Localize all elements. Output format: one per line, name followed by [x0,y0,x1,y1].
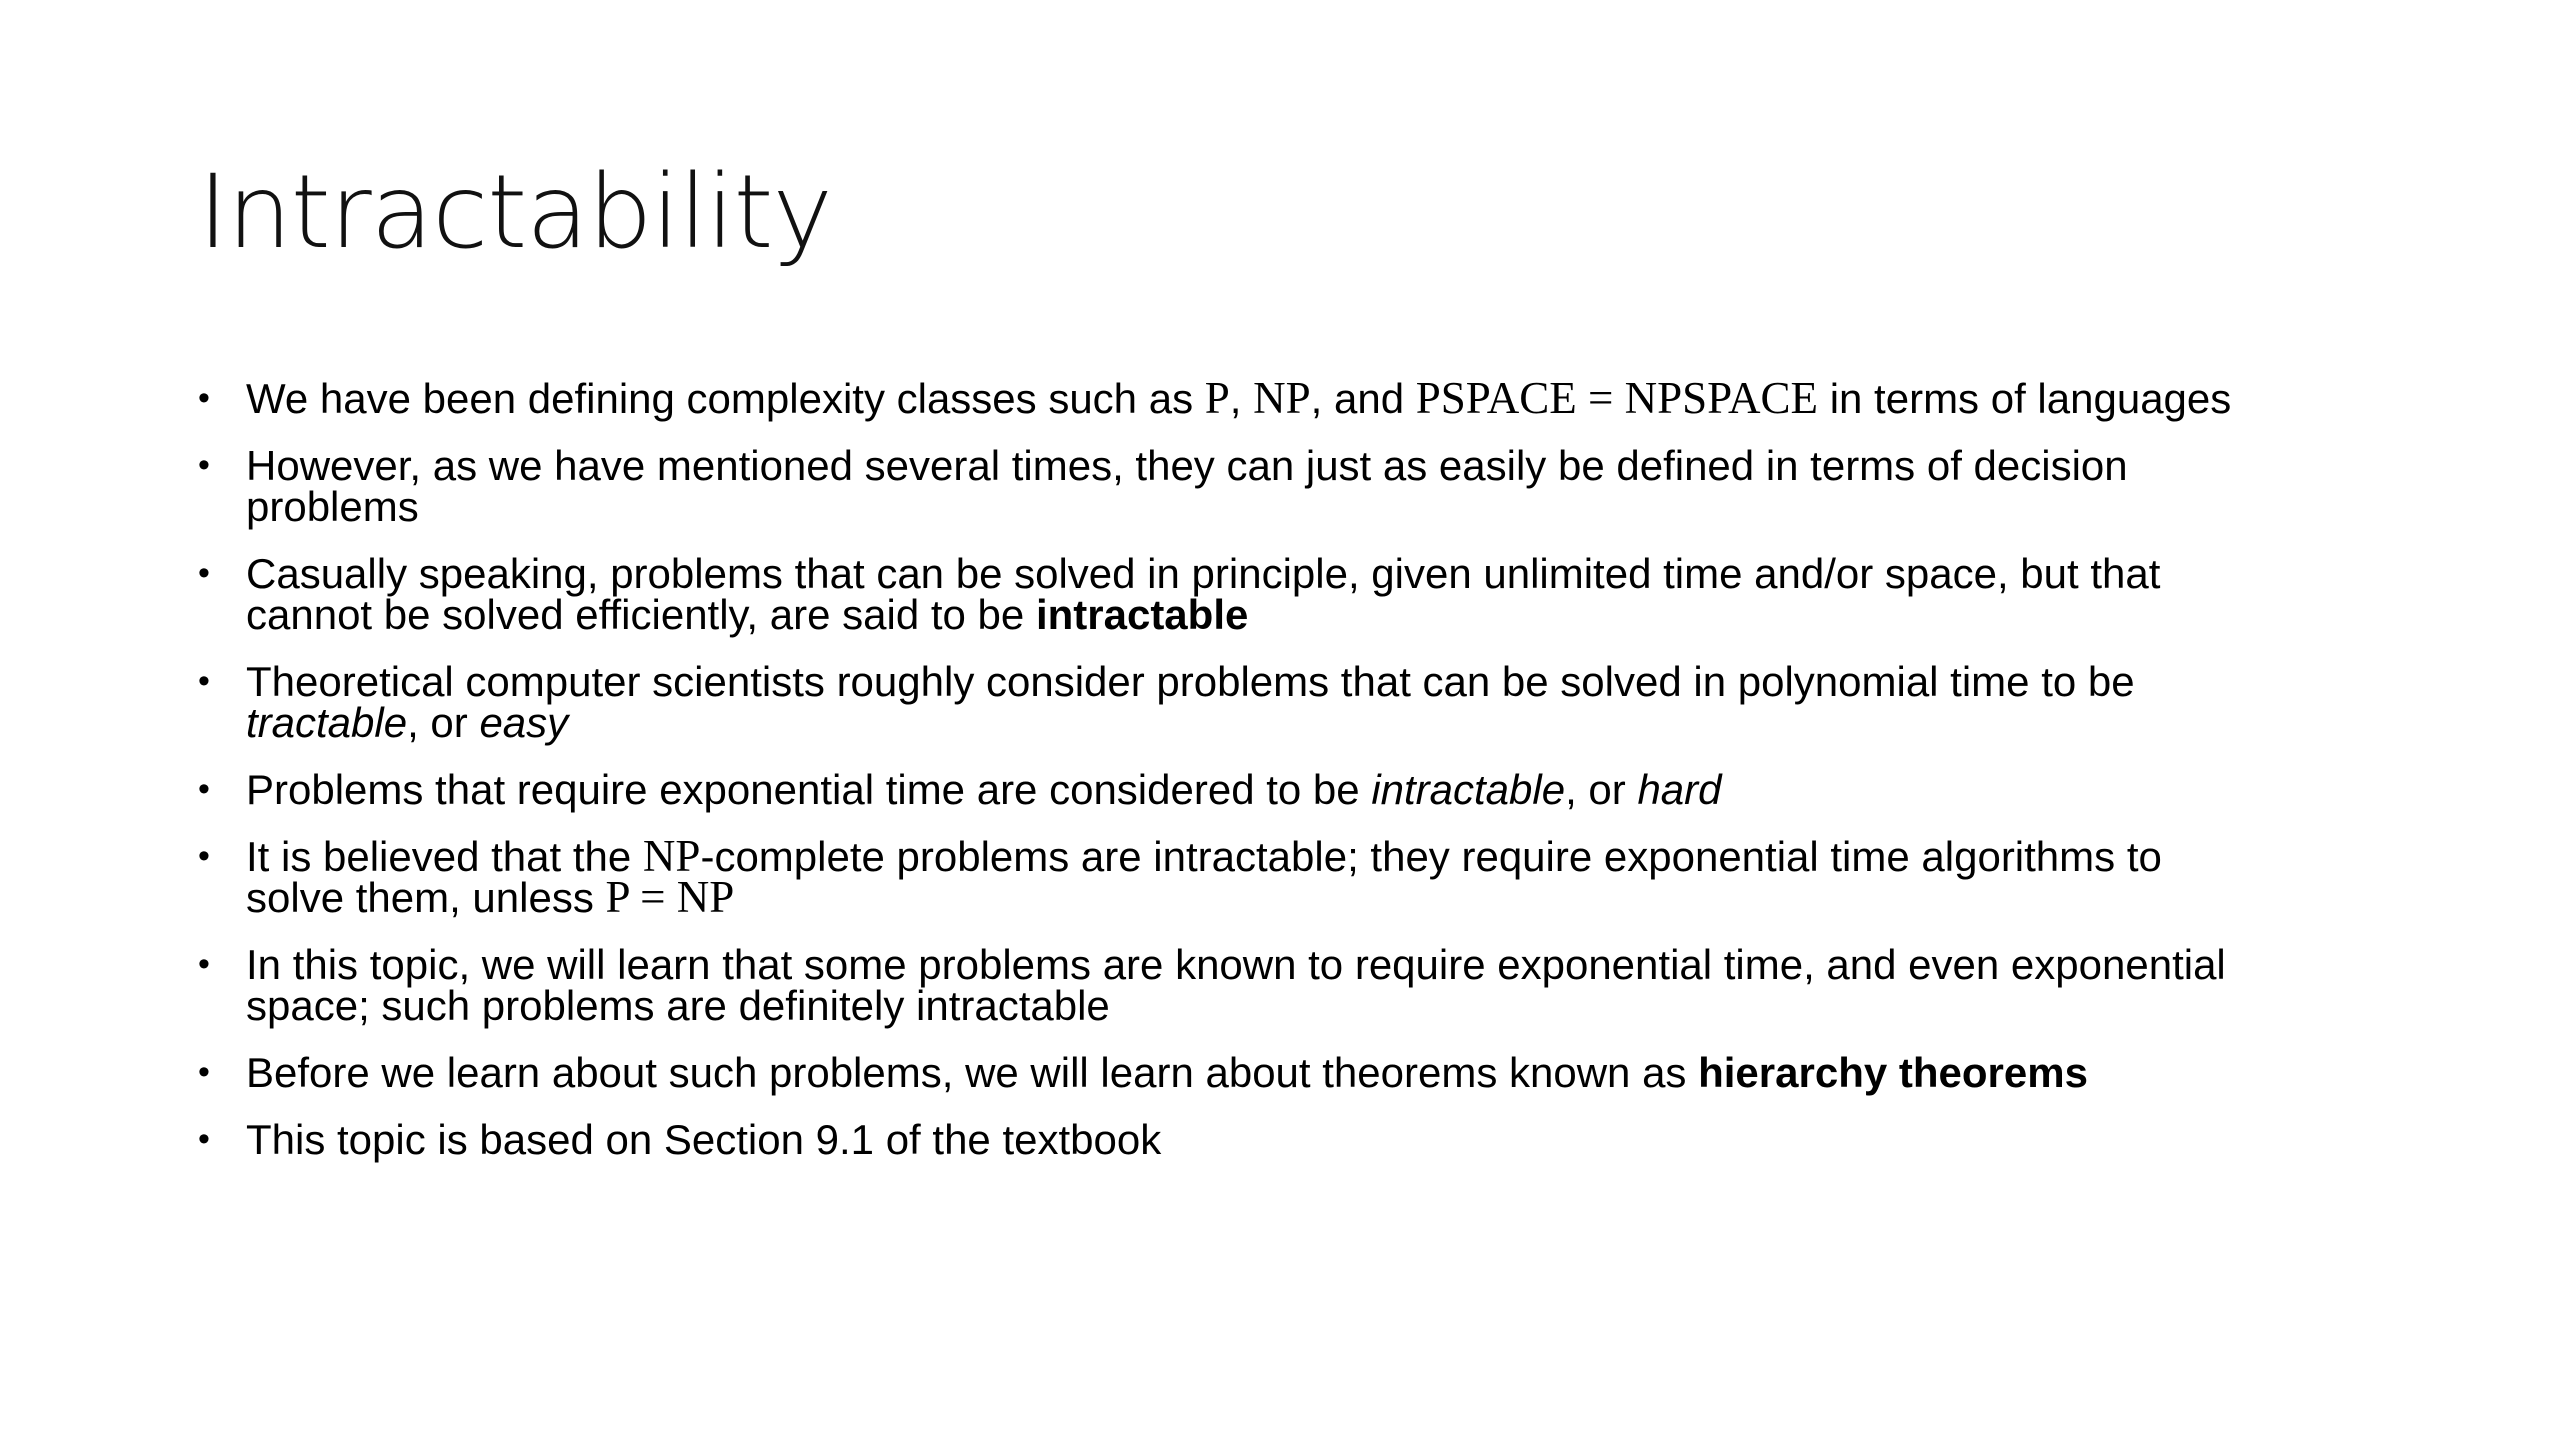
bullet-line [246,442,2438,489]
math-expression: PSPACE = NPSPACE [1415,373,1819,423]
bullet-text: space; such problems are definitely intractable [246,982,1110,1029]
bullet-text: Before we learn about such problems, we will learn about theorems known as [246,1049,1699,1096]
bullet-text: in terms of languages [1818,375,2232,422]
bullet-item [198,766,2438,813]
bullet-dot-icon: • [198,446,210,484]
bullet-dot-icon: • [198,945,210,983]
bullet-item [198,550,2438,638]
bullet-item [198,658,2438,746]
bullet-text: , or [407,699,480,746]
bullet-line [246,658,2438,705]
bullet-dot-icon: • [198,554,210,592]
bullet-dot-icon: • [198,1053,210,1091]
bullet-line [246,373,2438,423]
bullet-text: We have been defining complexity classes such as [246,375,1205,422]
bullet-text: , and [1310,375,1416,422]
bullet-item [198,941,2438,1029]
bullet-item [198,1116,2438,1163]
bold-term: hierarchy theorems [1698,1049,2088,1096]
italic-term: hard [1637,766,1722,813]
bullet-line [246,550,2438,597]
bullet-text: , [1229,375,1254,422]
bullet-text: Problems that require exponential time are considered to be [246,766,1372,813]
bullet-line [246,831,2438,881]
bullet-line [246,872,2438,922]
math-expression: P = NP [605,872,735,922]
math-expression: P [1204,373,1230,423]
bullet-text: It is believed that the [246,833,643,880]
italic-term: tractable [246,699,408,746]
bullet-text: Casually speaking, problems that can be solved in principle, given unlimited time and/or space, but that [246,550,2161,597]
bullet-text: Theoretical computer scientists roughly consider problems that can be solved in polynomial time to be [246,658,2135,705]
bullet-line [246,941,2438,988]
bullet-item [198,373,2438,423]
math-expression: NP [642,831,701,881]
bullet-text: problems [246,483,419,530]
bullet-line [246,1116,2438,1163]
bullet-line [246,591,2438,638]
bullet-line [246,982,2438,1029]
bullet-text: However, as we have mentioned several times, they can just as easily be defined in terms of decision [246,442,2128,489]
bullet-line [246,699,2438,746]
bullet-line [246,483,2438,530]
italic-term: easy [479,699,569,746]
bullet-line [246,1049,2438,1096]
bullet-text: This topic is based on Section 9.1 of the textbook [246,1116,1162,1163]
bold-term: intractable [1035,591,1249,638]
italic-term: intractable [1371,766,1566,813]
bullet-dot-icon: • [198,379,210,417]
bullet-item [198,442,2438,530]
bullet-dot-icon: • [198,1120,210,1158]
bullet-text: solve them, unless [246,874,606,921]
bullet-list [198,373,2438,1186]
bullet-dot-icon: • [198,662,210,700]
bullet-item [198,831,2438,922]
bullet-item [198,1049,2438,1096]
bullet-text: , or [1565,766,1638,813]
bullet-dot-icon: • [198,837,210,875]
bullet-text: In this topic, we will learn that some problems are known to require exponential time, and even exponential [246,941,2226,988]
bullet-line [246,766,2438,813]
math-expression: NP [1253,373,1311,423]
bullet-text: cannot be solved efficiently, are said to be [246,591,1036,638]
bullet-dot-icon: • [198,770,210,808]
bullet-text: -complete problems are intractable; they require exponential time algorithms to [700,833,2162,880]
slide-title: Intractability [198,153,832,272]
